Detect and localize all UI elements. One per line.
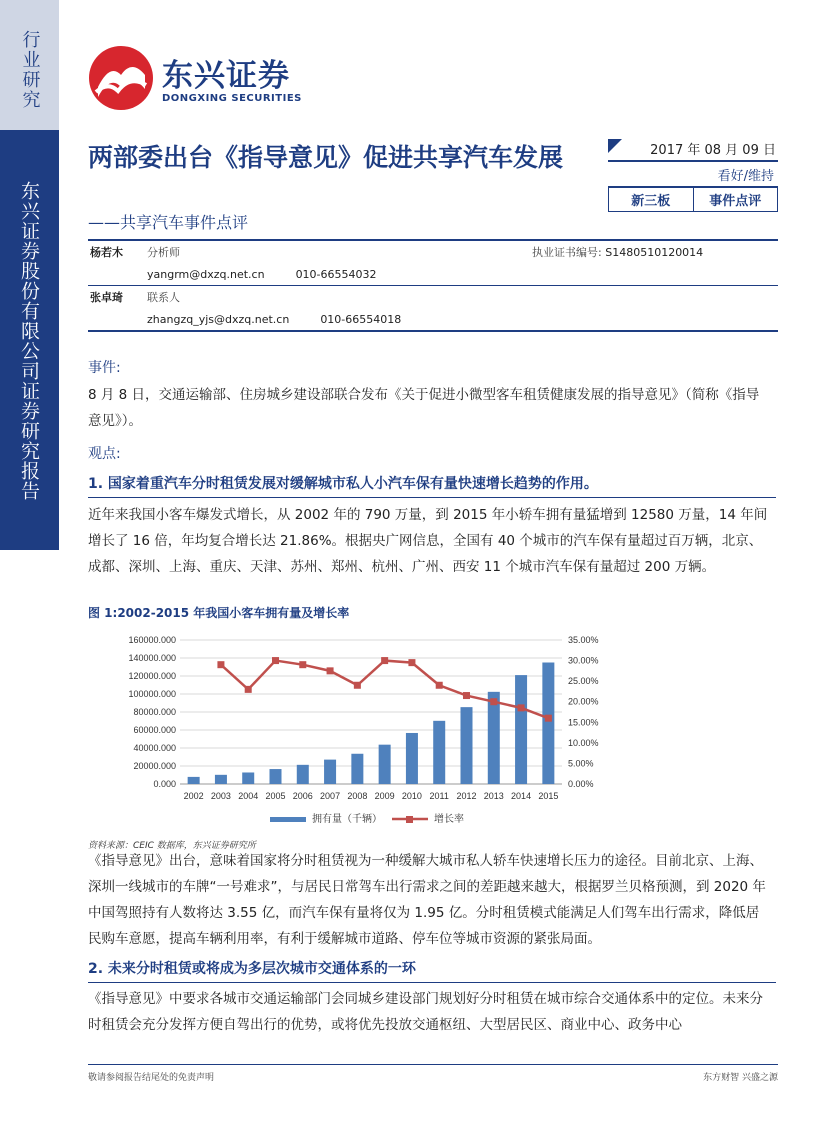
legend-bar-label: 拥有量（千辆） (312, 814, 382, 825)
company-logo-icon (88, 45, 154, 111)
bar (406, 733, 418, 784)
bar (324, 760, 336, 784)
growth-rate-point (545, 715, 552, 722)
bar (188, 777, 200, 784)
cert-label: 执业证书编号: (532, 246, 602, 259)
x-tick-label: 2002 (183, 791, 204, 801)
x-tick-label: 2003 (210, 791, 231, 801)
analyst-table (88, 239, 778, 332)
growth-rate-point (436, 682, 443, 689)
point1-text2: 《指导意见》出台，意味着国家将分时租赁视为一种缓解大城市私人轿车快速增长压力的途径。目前北京、上海、深圳一线城市的车牌“一号难求”，与居民日常驾车出行需求之间的差距越来越大，根据罗兰贝格预测，到 2020 年中国驾照持有人数将达 3.55 亿，而汽车保有量将仅为 1.95 亿。分时租赁模式能满足人们驾车出行需求，降低居民购车意愿，提高车辆利用率，有利于缓解城市道路、停车位等城市资源的紧张局面。 (88, 853, 766, 947)
y-left-tick-label: 80000.000 (133, 707, 176, 717)
point2-title: 2. 未来分时租赁或将成为多层次城市交通体系的一环 (88, 958, 776, 983)
y-left-tick-label: 120000.000 (128, 671, 176, 681)
analyst-email: yangrm@dxzq.net.cn (147, 267, 265, 281)
figure-source: 资料来源：CEIC 数据库，东兴证券研究所 (88, 841, 256, 851)
x-tick-label: 2006 (292, 791, 313, 801)
tag-report-type: 事件点评 (694, 187, 779, 212)
bar (488, 692, 500, 784)
legend-line-marker (406, 816, 413, 823)
bar (433, 721, 445, 784)
analyst-phone: 010-66554032 (295, 267, 377, 281)
growth-rate-point (463, 692, 470, 699)
vehicle-ownership-chart (88, 624, 599, 834)
legend-bar-swatch (270, 817, 306, 822)
x-tick-label: 2005 (265, 791, 286, 801)
x-tick-label: 2012 (456, 791, 477, 801)
growth-rate-point (217, 661, 224, 668)
contact-role: 联系人 (147, 291, 180, 304)
analyst-row (88, 241, 778, 263)
y-left-tick-label: 40000.000 (133, 743, 176, 753)
x-tick-label: 2007 (320, 791, 341, 801)
bar (515, 675, 527, 784)
x-tick-label: 2008 (347, 791, 368, 801)
growth-rate-point (272, 657, 279, 664)
bar (542, 663, 554, 785)
y-right-tick-label: 15.00% (568, 717, 599, 728)
contact-info-row (88, 308, 778, 330)
bar (297, 765, 309, 784)
report-title: 两部委出台《指导意见》促进共享汽车发展 (88, 143, 564, 172)
bar (242, 772, 254, 784)
growth-rate-point (518, 704, 525, 711)
analyst-cert (532, 244, 778, 260)
legend-line-label: 增长率 (434, 814, 464, 825)
cert-number: S1480510120014 (605, 246, 704, 259)
footer-disclaimer: 敬请参阅报告结尾处的免责声明 (88, 1073, 215, 1083)
y-left-tick-label: 160000.000 (128, 635, 176, 645)
x-tick-label: 2009 (374, 791, 395, 801)
contact-email: zhangzq_yjs@dxzq.net.cn (147, 312, 290, 326)
growth-rate-point (381, 657, 388, 664)
analyst-contact-row (88, 263, 778, 285)
report-info-box (608, 139, 778, 212)
x-tick-label: 2004 (238, 791, 259, 801)
analyst-role: 分析师 (147, 246, 180, 259)
y-right-tick-label: 5.00% (568, 758, 594, 769)
y-right-tick-label: 35.00% (568, 635, 599, 645)
tag-market: 新三板 (608, 187, 694, 212)
bar (379, 745, 391, 784)
analyst-name: 杨若木 (90, 246, 123, 259)
event-heading: 事件: (88, 360, 121, 376)
y-right-tick-label: 30.00% (568, 655, 599, 666)
views-heading: 观点: (88, 446, 121, 462)
bar (351, 754, 363, 784)
company-name-en: DONGXING SECURITIES (162, 93, 302, 104)
contact-name: 张卓琦 (90, 291, 123, 304)
figure-title: 图 1:2002-2015 年我国小客车拥有量及增长率 (88, 606, 350, 620)
y-left-tick-label: 20000.000 (133, 761, 176, 771)
point2-text: 《指导意见》中要求各城市交通运输部门会同城乡建设部门规划好分时租赁在城市综合交通体系中的定位。未来分时租赁会充分发挥方便自驾出行的优势，或将优先投放交通枢纽、大型居民区、商业中心、政务中心 (88, 991, 763, 1033)
y-left-tick-label: 60000.000 (133, 725, 176, 735)
company-name-cn: 东兴证券 (162, 58, 290, 94)
x-tick-label: 2014 (511, 791, 532, 801)
x-tick-label: 2010 (401, 791, 422, 801)
x-tick-label: 2011 (429, 791, 449, 801)
x-tick-label: 2015 (538, 791, 559, 801)
corner-marker-icon (608, 139, 622, 153)
growth-rate-point (299, 661, 306, 668)
bar (269, 769, 281, 784)
growth-rate-point (327, 667, 334, 674)
contact-row (88, 285, 778, 308)
y-left-tick-label: 0.000 (153, 779, 176, 789)
report-date: 2017 年 08 月 09 日 (608, 139, 778, 162)
sidebar-category: 行业研究 (19, 30, 41, 110)
x-tick-label: 2013 (483, 791, 504, 801)
bar (215, 775, 227, 784)
y-right-tick-label: 25.00% (568, 676, 599, 687)
footer-slogan: 东方财智 兴盛之源 (703, 1073, 778, 1083)
event-text: 8 月 8 日，交通运输部、住房城乡建设部联合发布《关于促进小微型客车租赁健康发展的指导意见》（简称《指导意见》）。 (88, 387, 760, 429)
y-right-tick-label: 0.00% (568, 779, 594, 789)
y-right-tick-label: 10.00% (568, 737, 599, 748)
point1-title: 1. 国家着重汽车分时租赁发展对缓解城市私人小汽车保有量快速增长趋势的作用。 (88, 473, 776, 498)
growth-rate-point (408, 659, 415, 666)
y-left-tick-label: 140000.000 (128, 653, 176, 663)
sidebar-org-report: 东兴证券股份有限公司证券研究报告 (18, 181, 40, 501)
report-subtitle: ——共享汽车事件点评 (88, 213, 249, 232)
bar (460, 707, 472, 784)
growth-rate-point (245, 686, 252, 693)
contact-phone: 010-66554018 (320, 312, 402, 326)
point1-text: 近年来我国小客车爆发式增长，从 2002 年的 790 万量，到 2015 年小轿车拥有量猛增到 12580 万量，14 年间增长了 16 倍，年均复合增长达 21.86%。根据央广网信息，全国有 40 个城市的汽车保有量超过百万辆，北京、成都、深圳、上海、重庆、天津、苏州、郑州、杭州、广州、西安 11 个城市汽车保有量超过 200 万辆。 (88, 507, 768, 575)
y-right-tick-label: 20.00% (568, 696, 599, 707)
footer-divider (88, 1064, 778, 1065)
y-left-tick-label: 100000.000 (128, 689, 176, 699)
growth-rate-point (490, 698, 497, 705)
growth-rate-point (354, 682, 361, 689)
rating-label: 看好/维持 (608, 162, 778, 187)
